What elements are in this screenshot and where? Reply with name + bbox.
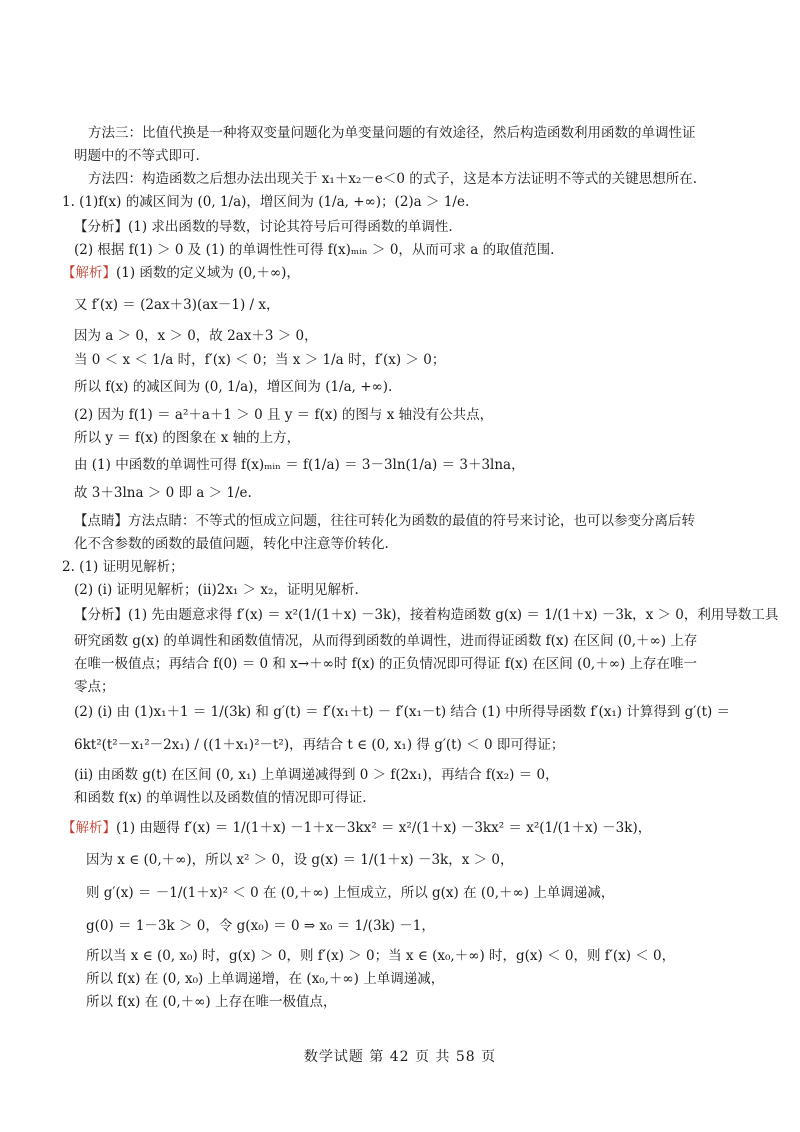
text-line: 方法三：比值代换是一种将双变量问题化为单变量问题的有效途径，然后构造函数利用函数的单调性证 xyxy=(88,125,696,141)
text-line: 【分析】(1) 求出函数的导数，讨论其符号后可得函数的单调性. xyxy=(74,219,453,235)
text-line: 所以 f(x) 的减区间为 (0, 1/a)，增区间为 (1/a, +∞). xyxy=(74,379,393,395)
page-footer: 数学试题 第 42 页 共 58 页 xyxy=(303,1049,497,1065)
text-line: (2) 根据 f(1) ＞ 0 及 (1) 的单调性性可得 f(x)ₘᵢₙ ＞ 0，从而可求 a 的取值范围. xyxy=(74,242,555,258)
text-line: 和函数 f(x) 的单调性以及函数值的情况即可得证. xyxy=(74,790,367,806)
solution-line: 【解析】(1) 函数的定义域为 (0,＋∞)， xyxy=(62,265,300,281)
text-line: 研究函数 g(x) 的单调性和函数值情况，从而得到函数的单调性，进而得证函数 f(x) 在区间 (0,＋∞) 上存 xyxy=(74,633,698,649)
text-line: 【分析】(1) 先由题意求得 f′(x) ＝ x²(1/(1＋x) －3k)，接着构造函数 g(x) ＝ 1/(1＋x) －3k，x ＞ 0，利用导数工具 xyxy=(74,607,779,623)
question-2-answer: 2. (1) 证明见解析； xyxy=(62,559,184,575)
text-line: (2) 因为 f(1) ＝ a²＋a＋1 ＞ 0 且 y ＝ f(x) 的图与 x 轴没有公共点， xyxy=(74,407,494,423)
text-line: 6kt²(t²－x₁²－2x₁) / ((1＋x₁)²－t²)，再结合 t ∈ (0, x₁) 得 g′(t) ＜ 0 即可得证； xyxy=(74,737,565,753)
text-line: 所以 f(x) 在 (0, x₀) 上单调递增，在 (x₀,＋∞) 上单调递减， xyxy=(86,971,445,987)
text-line: (ii) 由函数 g(t) 在区间 (0, x₁) 上单调递减得到 0 ＞ f(2x₁)，再结合 f(x₂) ＝ 0， xyxy=(74,767,559,783)
text-line: 化不含参数的函数的最值问题，转化中注意等价转化. xyxy=(74,536,389,552)
text-line: 零点； xyxy=(74,679,115,695)
text-line: 在唯一极值点；再结合 f(0) ＝ 0 和 x→＋∞时 f(x) 的正负情况即可得证 f(x) 在区间 (0,＋∞) 上存在唯一 xyxy=(74,656,698,672)
text-line: 方法四：构造函数之后想办法出现关于 x₁＋x₂－e＜0 的式子，这是本方法证明不等式的关键思想所在. xyxy=(88,171,698,187)
text-line: 因为 a ＞ 0，x ＞ 0，故 2ax＋3 ＞ 0， xyxy=(74,328,318,344)
text-line: 又 f′(x) ＝ (2ax＋3)(ax－1) / x， xyxy=(74,297,280,313)
text-line: 【点睛】方法点睛：不等式的恒成立问题，往往可转化为函数的最值的符号来讨论，也可以参变分离后转 xyxy=(74,513,695,529)
text-line: (2) (i) 由 (1)x₁＋1 ＝ 1/(3k) 和 g′(t) ＝ f′(x₁＋t) － f′(x₁－t) 结合 (1) 中所得导函数 f′(x₁) 计算得到 g′(t) ＝ xyxy=(74,704,731,720)
text-line: 当 0 ＜ x ＜ 1/a 时，f′(x) ＜ 0；当 x ＞ 1/a 时，f′(x) ＞ 0； xyxy=(74,352,446,368)
question-1-answer: 1. (1)f(x) 的减区间为 (0, 1/a)，增区间为 (1/a, +∞)；(2)a ＞ 1/e. xyxy=(62,194,470,210)
text-line: g(0) ＝ 1－3k ＞ 0，令 g(x₀) ＝ 0 ⇒ x₀ ＝ 1/(3k) －1， xyxy=(86,918,435,934)
text-line: 所以 f(x) 在 (0,＋∞) 上存在唯一极值点， xyxy=(86,994,337,1010)
solution-tag: 【解析】 xyxy=(62,820,116,836)
text-line: 故 3＋3lna ＞ 0 即 a ＞ 1/e. xyxy=(74,485,252,501)
solution-line: 【解析】(1) 由题得 f′(x) ＝ 1/(1＋x) －1＋x－3kx² ＝ x²/(1＋x) －3kx² ＝ x²(1/(1＋x) －3k)， xyxy=(62,820,652,836)
text-line: 因为 x ∈ (0,＋∞)，所以 x² ＞ 0，设 g(x) ＝ 1/(1＋x) －3k，x ＞ 0， xyxy=(86,852,514,868)
solution-tag: 【解析】 xyxy=(62,265,116,281)
text-line: 则 g′(x) ＝ －1/(1＋x)² ＜ 0 在 (0,＋∞) 上恒成立，所以 g(x) 在 (0,＋∞) 上单调递减， xyxy=(86,885,615,901)
text-line: 由 (1) 中函数的单调性可得 f(x)ₘᵢₙ ＝ f(1/a) ＝ 3－3ln(1/a) ＝ 3＋3lna， xyxy=(74,457,525,473)
text-line: 所以当 x ∈ (0, x₀) 时，g(x) ＞ 0，则 f′(x) ＞ 0；当 x ∈ (x₀,＋∞) 时，g(x) ＜ 0，则 f′(x) ＜ 0， xyxy=(86,948,676,964)
text-line: 所以 y ＝ f(x) 的图象在 x 轴的上方， xyxy=(74,430,301,446)
text-line: 明题中的不等式即可. xyxy=(74,148,200,164)
text-line: (2) (i) 证明见解析；(ii)2x₁ ＞ x₂，证明见解析. xyxy=(74,582,359,598)
